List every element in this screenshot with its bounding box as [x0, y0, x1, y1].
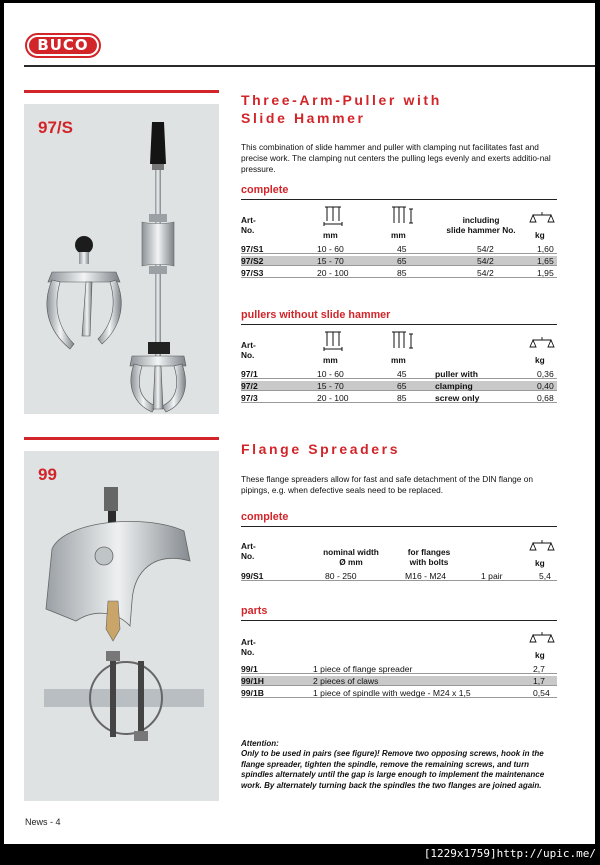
table-row: 97/S2 15 - 70 65 54/2 1,65 [241, 256, 557, 266]
watermark: [1229x1759]http://upic.me/ [423, 847, 596, 860]
attention-text: Only to be used in pairs (see figure)! Remove two opposing screws, hook in the flange spreader, tighten the spindle, remove the remaining screws, and turn spindles alternately until the gap is large enough to implement the maintenance work. By alternately turning back the spindles the two flanges are joined again. [241, 749, 545, 790]
header-kg: kg [535, 650, 545, 660]
photo-accent-line [24, 437, 219, 440]
section-description: These flange spreaders allow for fast and safe detachment of the DIN flange on pipings, e.g. when defective seals need to be replaced. [241, 474, 533, 496]
table-heading-parts: parts [241, 605, 268, 617]
buco-logo [25, 33, 101, 58]
section-description: This combination of slide hammer and puller with clamping nut facilitates fast and precise work. The clamping nut centers the pulling legs evenly and exerts additio-nal pressure. [241, 142, 551, 175]
table-row: 99/1B 1 piece of spindle with wedge - M24 x 1,5 0,54 [241, 688, 557, 698]
header-kg: kg [535, 355, 545, 365]
catalog-page [4, 3, 595, 844]
puller-diameter-icon [321, 205, 345, 227]
product-code: 99 [38, 465, 57, 484]
page-number: News - 4 [25, 817, 61, 827]
flange-spreader-illustration [24, 451, 219, 801]
table-complete-99 [241, 530, 557, 584]
table-pullers-97 [241, 328, 557, 406]
header-mm-2: mm [391, 230, 406, 240]
table-row: 97/1 10 - 60 45 puller with 0,36 [241, 369, 557, 379]
header-for-flanges: for flanges with bolts [407, 547, 451, 567]
table-complete-97s [241, 203, 557, 281]
header-art: Art- No. [241, 541, 256, 561]
header-mm-1: mm [323, 355, 338, 365]
product-code: 97/S [38, 118, 73, 137]
table-heading-complete: complete [241, 511, 289, 523]
scale-weight-icon [529, 211, 555, 225]
logo-text: BUCO [29, 37, 97, 54]
table-parts-99 [241, 624, 557, 702]
header-kg: kg [535, 558, 545, 568]
table-row: 97/S3 20 - 100 85 54/2 1,95 [241, 268, 557, 278]
table-row: 97/3 20 - 100 85 screw only 0,68 [241, 393, 557, 403]
section-title-line2: Slide Hammer [241, 110, 366, 126]
header-mm-1: mm [323, 230, 338, 240]
table-rule [241, 526, 557, 527]
table-rule [241, 199, 557, 200]
header-including: including slide hammer No. [446, 215, 516, 235]
puller-illustration [24, 104, 219, 414]
photo-accent-line [24, 90, 219, 93]
table-heading-pullers: pullers without slide hammer [241, 309, 391, 321]
header-art: Art- No. [241, 340, 256, 360]
scale-weight-icon [529, 631, 555, 645]
puller-depth-icon [389, 330, 417, 352]
table-heading-complete: complete [241, 184, 289, 196]
product-photo-97s [24, 104, 219, 414]
table-row: 97/2 15 - 70 65 clamping 0,40 [241, 381, 557, 391]
puller-depth-icon [389, 205, 417, 227]
header-art: Art- No. [241, 637, 256, 657]
section-title: Flange Spreaders [241, 441, 401, 457]
attention-label: Attention: [241, 739, 279, 748]
scale-weight-icon [529, 336, 555, 350]
table-row: 99/1H 2 pieces of claws 1,7 [241, 676, 557, 686]
attention-note [241, 739, 563, 791]
header-art: Art- No. [241, 215, 256, 235]
header-nominal-width: nominal width Ø mm [323, 547, 379, 567]
table-row: 99/1 1 piece of flange spreader 2,7 [241, 664, 557, 674]
table-row: 99/S1 80 - 250 M16 - M24 1 pair 5,4 [241, 571, 557, 581]
table-row: 97/S1 10 - 60 45 54/2 1,60 [241, 244, 557, 254]
puller-diameter-icon [321, 330, 345, 352]
table-rule [241, 324, 557, 325]
product-photo-99 [24, 451, 219, 801]
header-divider [24, 65, 595, 67]
table-rule [241, 620, 557, 621]
section-title-line1: Three-Arm-Puller with [241, 92, 442, 108]
header-mm-2: mm [391, 355, 406, 365]
header-kg: kg [535, 230, 545, 240]
scale-weight-icon [529, 539, 555, 553]
